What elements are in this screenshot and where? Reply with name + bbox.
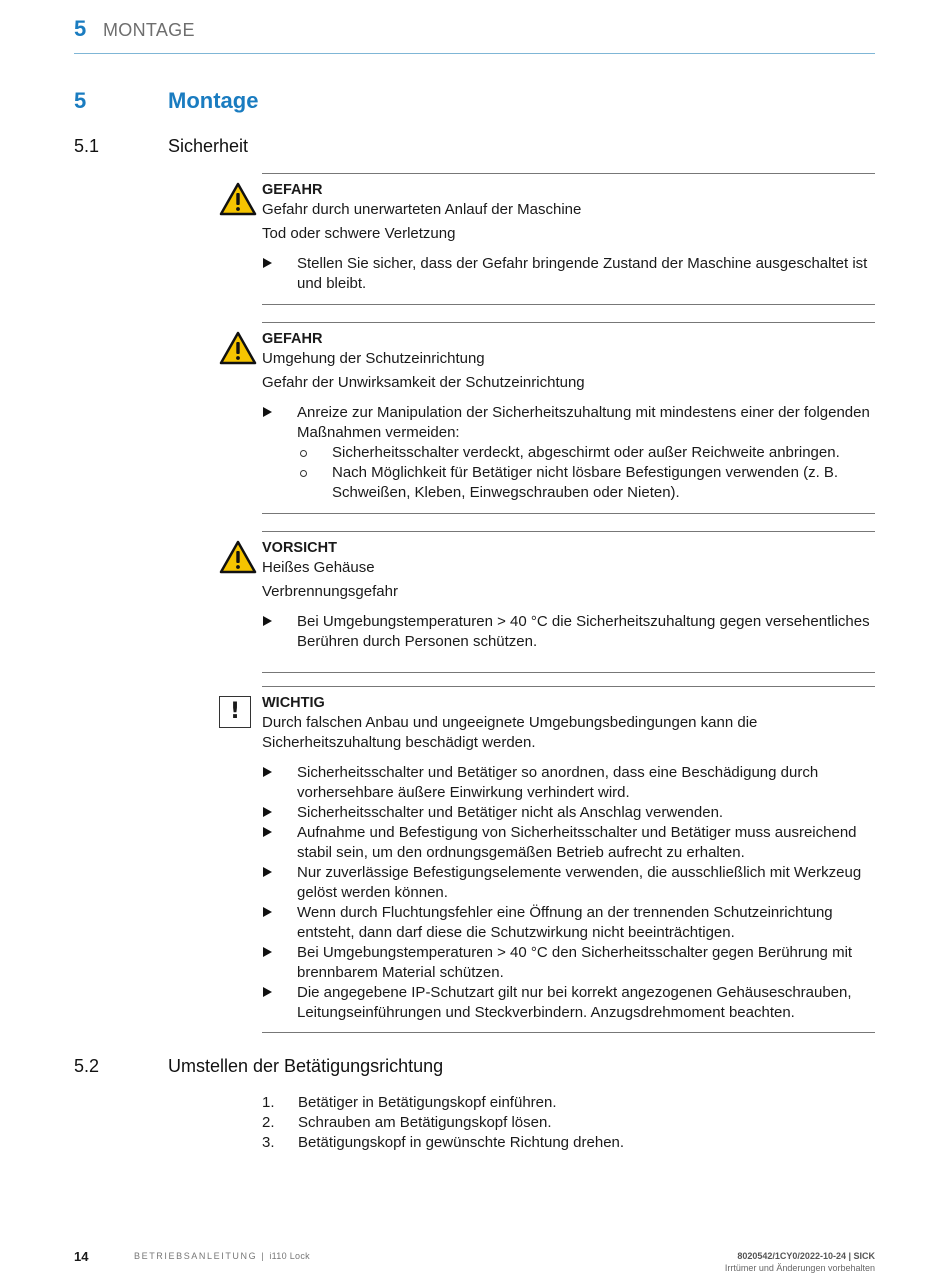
list-item: Die angegebene IP-Schutzart gilt nur bei korrekt angezogenen Gehäuseschrauben, Leitungseinführungen und Steckverbindern. Anzugsdrehmoment beachten. — [262, 983, 875, 1023]
subsection-number: 5.1 — [74, 136, 100, 156]
danger-notice — [262, 322, 875, 514]
subsection-title: Umstellen der Betätigungsrichtung — [168, 1056, 444, 1076]
bullet-arrow-icon — [263, 907, 272, 917]
document-code: 8020542/1CY0/2022-10-24 | SICK — [737, 1251, 875, 1261]
warning-triangle-icon — [219, 331, 257, 365]
step-list — [262, 1093, 875, 1153]
footer-document-title: BETRIEBSANLEITUNG | i110 Lock — [134, 1251, 310, 1261]
caution-notice — [262, 531, 875, 673]
list-item: Nur zuverlässige Befestigungselemente verwenden, die ausschließlich mit Werkzeug gelöst werden können. — [262, 863, 875, 903]
header-chapter-number: 5 — [74, 16, 87, 41]
hazard-text: Gefahr durch unerwarteten Anlauf der Maschine — [262, 201, 582, 218]
consequence-text: Gefahr der Unwirksamkeit der Schutzeinrichtung — [262, 374, 585, 391]
list-item: Sicherheitsschalter und Betätiger nicht als Anschlag verwenden. — [262, 803, 875, 823]
signal-word: GEFAHR — [262, 331, 323, 347]
subsection-number: 5.2 — [74, 1056, 100, 1076]
sub-list-item: Sicherheitsschalter verdeckt, abgeschirmt oder außer Reichweite anbringen. — [262, 443, 875, 463]
section-number: 5 — [74, 88, 87, 113]
bullet-arrow-icon — [263, 767, 272, 777]
step-item: 3. Betätigungskopf in gewünschte Richtung drehen. — [262, 1134, 625, 1151]
bullet-circle-icon — [300, 470, 307, 477]
step-item: 1. Betätiger in Betätigungskopf einführen. — [262, 1094, 557, 1111]
signal-word: VORSICHT — [262, 540, 337, 556]
hazard-text: Umgehung der Schutzeinrichtung — [262, 350, 485, 367]
list-item: Bei Umgebungstemperaturen > 40 °C den Sicherheitsschalter gegen Berührung mit brennbarem Material schützen. — [262, 943, 875, 983]
footer-meta — [725, 1250, 875, 1274]
bullet-arrow-icon — [263, 867, 272, 877]
bullet-arrow-icon — [263, 258, 272, 268]
important-notice — [262, 686, 875, 1033]
list-item: Bei Umgebungstemperaturen > 40 °C die Sicherheitszuhaltung gegen versehentliches Berühren durch Personen schützen. — [262, 612, 875, 652]
bullet-circle-icon — [300, 450, 307, 457]
bullet-arrow-icon — [263, 807, 272, 817]
subsection-title: Sicherheit — [168, 136, 249, 156]
list-item: Stellen Sie sicher, dass der Gefahr bringende Zustand der Maschine ausgeschaltet ist und bleibt. — [262, 254, 875, 294]
signal-word: GEFAHR — [262, 182, 323, 198]
signal-word: WICHTIG — [262, 695, 325, 711]
bullet-arrow-icon — [263, 947, 272, 957]
step-item: 2. Schrauben am Betätigungskopf lösen. — [262, 1114, 552, 1131]
bullet-arrow-icon — [263, 407, 272, 417]
running-header — [74, 16, 875, 54]
list-item: Anreize zur Manipulation der Sicherheitszuhaltung mit mindestens einer der folgenden Maßnahmen vermeiden: — [262, 403, 875, 443]
danger-notice — [262, 173, 875, 305]
hazard-text: Heißes Gehäuse — [262, 559, 375, 576]
list-item: Aufnahme und Befestigung von Sicherheitsschalter und Betätiger muss ausreichend stabil sein, um den ordnungsgemäßen Betrieb aufrecht zu erhalten. — [262, 823, 875, 863]
bullet-arrow-icon — [263, 616, 272, 626]
list-item: Sicherheitsschalter und Betätiger so anordnen, dass eine Beschädigung durch vorhersehbare äußere Einwirkung verhindert wird. — [262, 763, 875, 803]
list-item: Wenn durch Fluchtungsfehler eine Öffnung an der trennenden Schutzeinrichtung entsteht, dann darf diese die Schutzwirkung nicht beeinträchtigen. — [262, 903, 875, 943]
header-chapter-title: MONTAGE — [103, 20, 195, 40]
exclamation-box-icon: ! — [219, 696, 251, 728]
page-number: 14 — [74, 1249, 89, 1264]
warning-triangle-icon — [219, 540, 257, 574]
warning-triangle-icon — [219, 182, 257, 216]
notice-text: Durch falschen Anbau und ungeeignete Umgebungsbedingungen kann die Sicherheitszuhaltung beschädigt werden. — [262, 714, 758, 751]
consequence-text: Verbrennungsgefahr — [262, 583, 398, 600]
consequence-text: Tod oder schwere Verletzung — [262, 225, 456, 242]
bullet-arrow-icon — [263, 827, 272, 837]
bullet-arrow-icon — [263, 987, 272, 997]
sub-list-item: Nach Möglichkeit für Betätiger nicht lösbare Befestigungen verwenden (z. B. Schweißen, Kleben, Einwegschrauben oder Nieten). — [262, 463, 875, 503]
section-title: Montage — [168, 88, 259, 113]
disclaimer: Irrtümer und Änderungen vorbehalten — [724, 1263, 875, 1273]
